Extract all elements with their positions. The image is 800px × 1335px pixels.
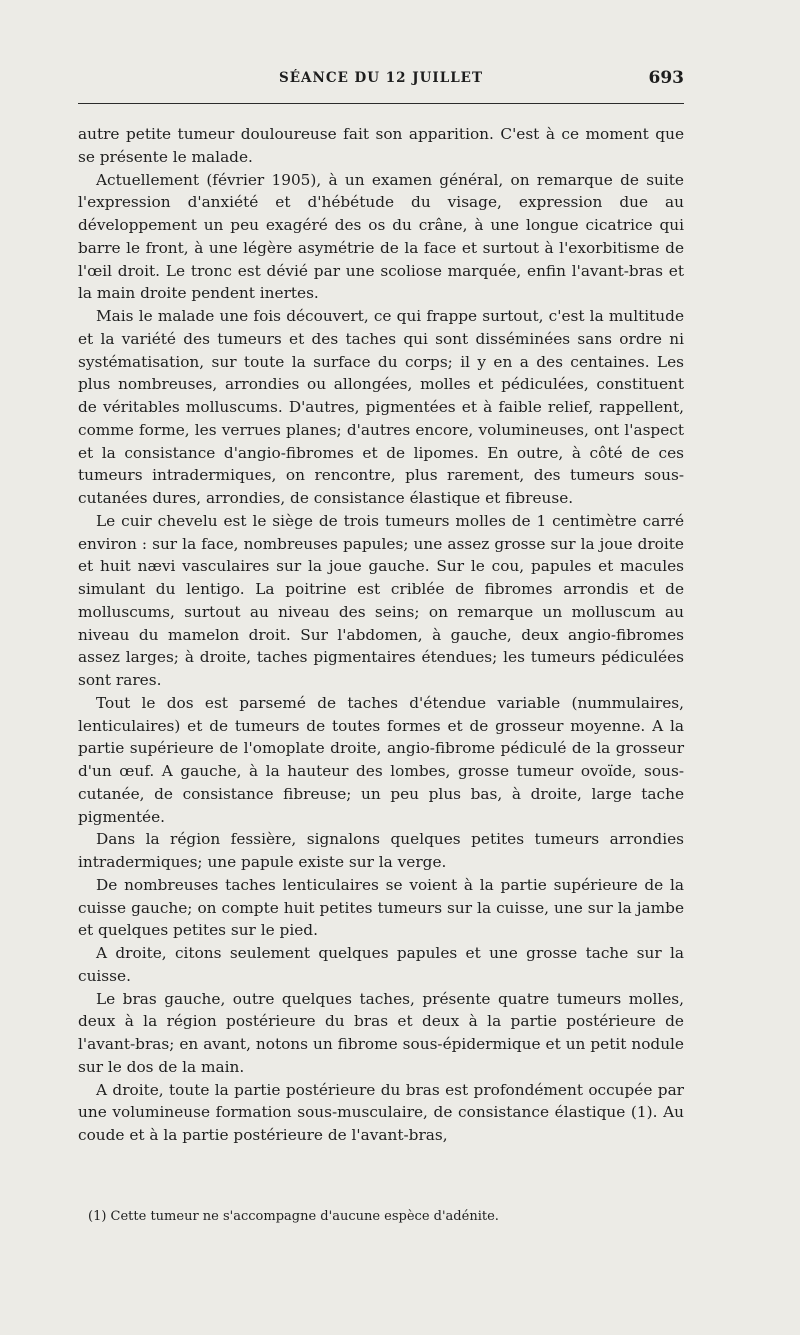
- paragraph: De nombreuses taches lenticulaires se voient à la partie supérieure de la cuisse gauche; on compte huit petites tumeurs sur la cuisse, une sur la jambe et quelques petites sur le pied.: [78, 875, 684, 940]
- paragraph: autre petite tumeur douloureuse fait son apparition. C'est à ce moment que se présente le malade.: [78, 125, 684, 166]
- paragraph: Le cuir chevelu est le siège de trois tumeurs molles de 1 centimètre carré environ : sur la face, nombreuses papules; une assez grosse sur la joue droite et huit nævi vasculaires sur la joue gauche. Sur le cou, papules et macules simulant du lentigo. La poitrine est criblée de fibromes arrondis et de molluscums, surtout au niveau des seins; on remarque un molluscum au niveau du mamelon droit. Sur l'abdomen, à gauche, deux angio-fibromes assez larges; à droite, taches pigmentaires étendues; les tumeurs pédiculées sont rares.: [78, 511, 684, 689]
- paragraph: Mais le malade une fois découvert, ce qui frappe surtout, c'est la multitude et la variété des tumeurs et des taches qui sont disséminées sans ordre ni systématisation, sur toute la surface du corps; il y en a des centaines. Les plus nombreuses, arrondies ou allongées, molles et pédiculées, constituent de véritables molluscums. D'autres, pigmentées et à faible relief, rappellent, comme forme, les verrues planes; d'autres encore, volumineuses, ont l'aspect et la consistance d'angio-fibromes et de lipomes. En outre, à côté de ces tumeurs intradermiques, on rencontre, plus rarement, des tumeurs sous-cutanées dures, arrondies, de consistance élastique et fibreuse.: [78, 307, 684, 507]
- footnote: (1) Cette tumeur ne s'accompagne d'aucune espèce d'adénite.: [88, 1209, 499, 1224]
- paragraph: A droite, toute la partie postérieure du bras est profondément occupée par une volumineuse formation sous-musculaire, de consistance élastique (1). Au coude et à la partie postérieure de l'avant-bras,: [78, 1080, 684, 1144]
- paragraph: Le bras gauche, outre quelques taches, présente quatre tumeurs molles, deux à la région postérieure du bras et deux à la partie postérieure de l'avant-bras; en avant, notons un fibrome sous-épidermique et un petit nodule sur le dos de la main.: [78, 989, 684, 1076]
- header-rule: [78, 103, 684, 104]
- running-title: SÉANCE DU 12 JUILLET: [278, 70, 484, 86]
- paragraph: Actuellement (février 1905), à un examen général, on remarque de suite l'expression d'anxiété et d'hébétude du visage, expression due au développement un peu exagéré des os du crâne, à une longue cicatrice qui barre le front, à une légère asymétrie de la face et surtout à l'exorbitisme de l'œil droit. Le tronc est dévié par une scoliose marquée, enfin l'avant-bras et la main droite pendent inertes.: [78, 170, 684, 303]
- page-header: [78, 70, 684, 94]
- paragraph: Dans la région fessière, signalons quelques petites tumeurs arrondies intradermiques; une papule existe sur la verge.: [78, 830, 684, 871]
- paragraph: Tout le dos est parsemé de taches d'étendue variable (nummulaires, lenticulaires) et de tumeurs de toutes formes et de grosseur moyenne. A la partie supérieure de l'omoplate droite, angio-fibrome pédiculé de la grosseur d'un œuf. A gauche, à la hauteur des lombes, grosse tumeur ovoïde, sous-cutanée, de consistance fibreuse; un peu plus bas, à droite, large tache pigmentée.: [78, 693, 684, 826]
- body-text: [78, 123, 684, 1147]
- page-number: 693: [648, 68, 684, 88]
- paragraph: A droite, citons seulement quelques papules et une grosse tache sur la cuisse.: [78, 944, 684, 985]
